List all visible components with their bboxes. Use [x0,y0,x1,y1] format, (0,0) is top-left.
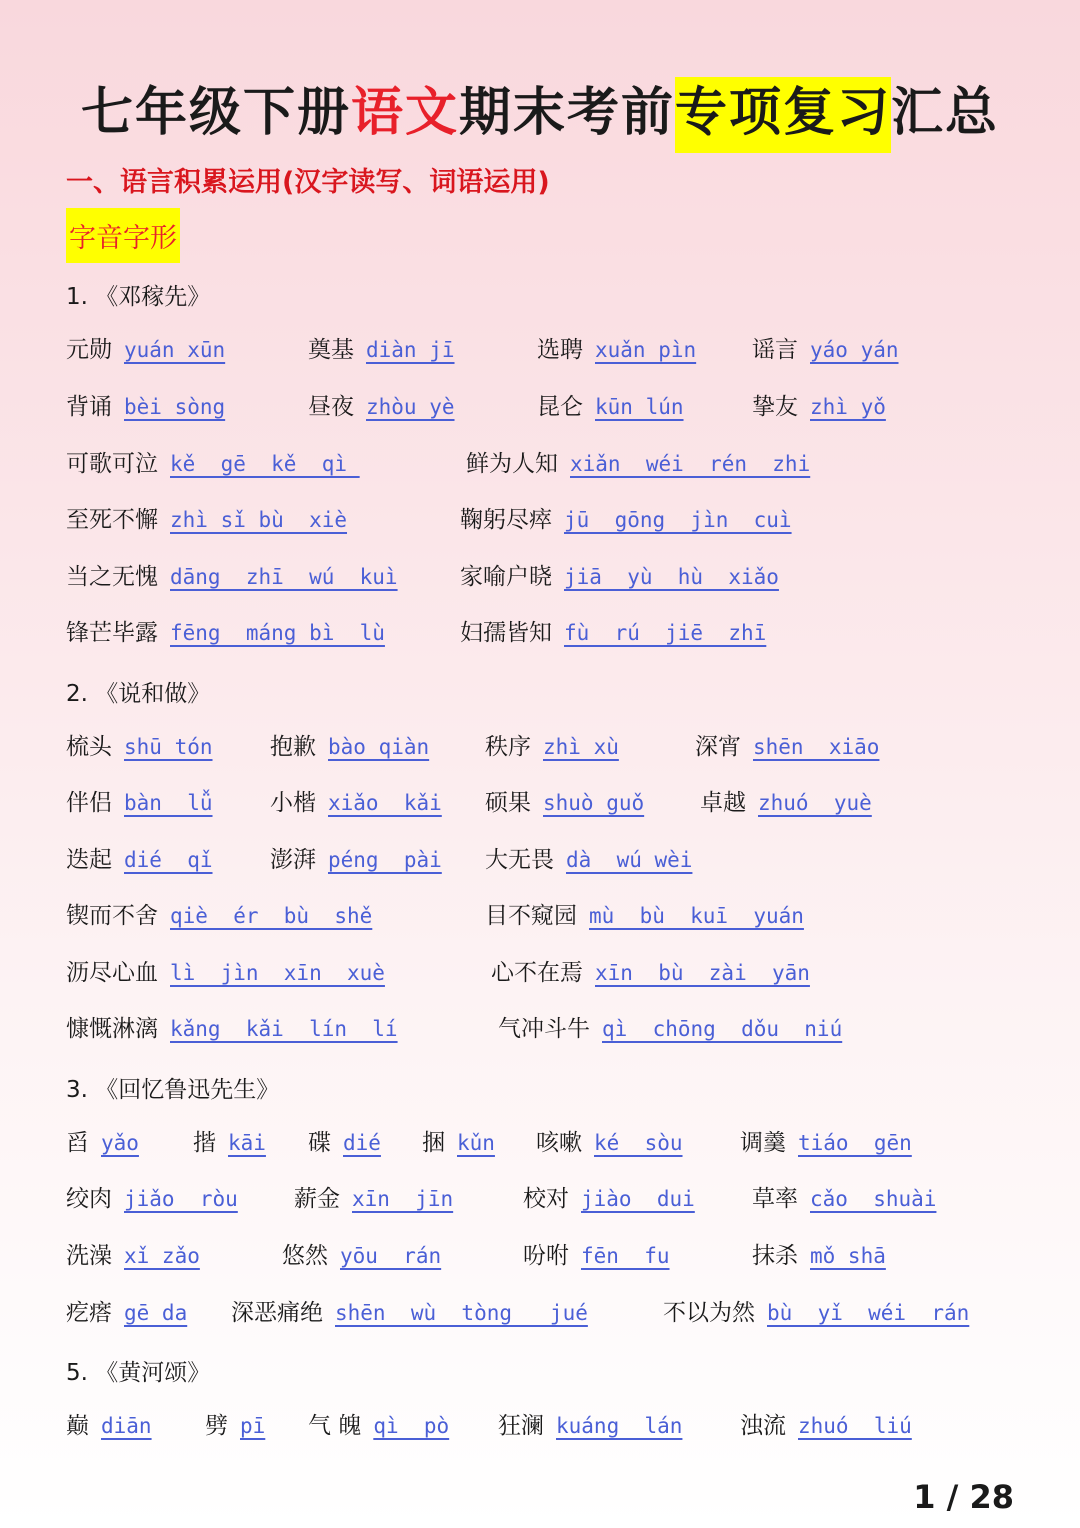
vocab-item [740,1128,912,1158]
vocab-pinyin: zhì xù [543,735,619,759]
vocab-item [193,1128,266,1158]
vocab-item [752,1241,886,1271]
vocab-word: 气冲斗牛 [498,1016,590,1042]
vocab-word: 洗澡 [66,1243,112,1269]
vocab-pinyin: zhì sǐ bù xiè [170,508,348,532]
vocab-pinyin: xīn bù zài yān [595,961,810,985]
vocab-word: 深恶痛绝 [231,1300,323,1326]
vocab-row [0,618,1080,658]
vocab-pinyin: kuáng lán [556,1414,683,1438]
vocab-pinyin: fù rú jiē zhī [564,621,767,645]
vocab-word: 浊流 [740,1413,786,1439]
vocab-row [0,901,1080,941]
vocab-pinyin: pī [240,1414,266,1438]
vocab-item [498,1411,682,1441]
vocab-item [740,1411,912,1441]
vocab-item [695,732,879,762]
vocab-word: 绞肉 [66,1186,112,1212]
vocab-pinyin: qì chōng dǒu niú [602,1017,843,1041]
vocab-pinyin: dié qǐ [124,848,213,872]
vocab-word: 沥尽心血 [66,960,158,986]
vocab-pinyin: zhuó yuè [758,791,872,815]
vocab-item [205,1411,265,1441]
vocab-pinyin: xǐ zǎo [124,1244,200,1268]
vocab-word: 奠基 [308,337,354,363]
vocab-word: 草率 [752,1186,798,1212]
vocab-item [752,1184,936,1214]
vocab-word: 卓越 [700,790,746,816]
vocab-item [66,562,398,592]
vocab-row [0,505,1080,545]
vocab-pinyin: zhòu yè [366,395,455,419]
vocab-item [663,1298,969,1328]
lesson-heading: 5. 《黄河颂》 [66,1360,211,1386]
vocab-pinyin: xīn jīn [352,1187,454,1211]
vocab-pinyin: péng pài [328,848,442,872]
vocab-word: 秩序 [485,734,531,760]
vocab-item [66,392,225,422]
vocab-item [308,392,455,422]
vocab-word: 妇孺皆知 [460,620,552,646]
page-number: 1 / 28 [913,1478,1014,1516]
vocab-pinyin: shū tón [124,735,213,759]
subheading-highlight: 字音字形 [66,208,180,263]
vocab-pinyin: fēn fu [581,1244,670,1268]
vocab-word: 澎湃 [270,847,316,873]
vocab-word: 不以为然 [663,1300,755,1326]
vocab-word: 谣言 [752,337,798,363]
vocab-row [0,732,1080,772]
vocab-pinyin: yuán xūn [124,338,226,362]
vocab-pinyin: qì pò [373,1414,450,1438]
vocab-item [537,335,696,365]
vocab-word: 巅 [66,1413,89,1439]
vocab-item [66,1241,200,1271]
vocab-word: 迭起 [66,847,112,873]
vocab-pinyin: gē da [124,1301,188,1325]
vocab-pinyin: bào qiàn [328,735,430,759]
vocab-pinyin: ké sòu [594,1131,683,1155]
lesson-heading: 2. 《说和做》 [66,681,211,707]
vocab-word: 鲜为人知 [466,451,558,477]
vocab-word: 可歌可泣 [66,451,158,477]
vocab-pinyin: xiǎn wéi rén zhi [570,452,811,476]
vocab-word: 锲而不舍 [66,903,158,929]
vocab-pinyin: diān [101,1414,152,1438]
vocab-row [0,958,1080,998]
vocab-pinyin: dié [343,1131,381,1155]
vocab-pinyin: kǎng kǎi lín lí [170,1017,398,1041]
vocab-item [231,1298,588,1328]
vocab-row [0,1411,1080,1451]
vocab-item [66,618,385,648]
vocab-word: 心不在焉 [491,960,583,986]
vocab-item [66,1128,139,1158]
vocab-pinyin: yǎo [101,1131,139,1155]
vocab-word: 挚友 [752,394,798,420]
vocab-pinyin: cǎo shuài [810,1187,937,1211]
vocab-word: 抱歉 [270,734,316,760]
vocab-item [66,505,347,535]
vocab-item [485,901,804,931]
vocab-item [66,449,360,479]
vocab-word: 元勋 [66,337,112,363]
vocab-item [66,845,213,875]
lesson-heading: 1. 《邓稼先》 [66,284,211,310]
vocab-row [0,788,1080,828]
vocab-row [0,845,1080,885]
vocab-pinyin: kāi [228,1131,266,1155]
vocab-item [523,1184,695,1214]
vocab-item [270,845,442,875]
vocab-item [66,335,225,365]
vocab-pinyin: kūn lún [595,395,684,419]
vocab-item [485,732,619,762]
vocab-word: 伴侣 [66,790,112,816]
vocab-row [0,1128,1080,1168]
vocab-pinyin: yáo yán [810,338,899,362]
vocab-item [270,788,442,818]
vocab-item [485,845,692,875]
vocab-pinyin: shēn xiāo [753,735,880,759]
vocab-item [460,618,766,648]
vocab-item [66,1411,152,1441]
vocab-item [422,1128,495,1158]
vocab-word: 目不窥园 [485,903,577,929]
vocab-pinyin: jiā yù hù xiǎo [564,565,779,589]
vocab-pinyin: bèi sòng [124,395,226,419]
lesson-heading: 3. 《回忆鲁迅先生》 [66,1077,280,1103]
vocab-word: 疙瘩 [66,1300,112,1326]
vocab-pinyin: shēn wù tòng jué [335,1301,588,1325]
vocab-pinyin: diàn jī [366,338,455,362]
vocab-row [0,392,1080,432]
vocab-word: 校对 [523,1186,569,1212]
vocab-pinyin: mù bù kuī yuán [589,904,804,928]
vocab-pinyin: zhì yǒ [810,395,886,419]
vocab-row [0,1014,1080,1054]
vocab-item [270,732,429,762]
vocab-item [66,732,213,762]
vocab-word: 气 魄 [308,1413,362,1439]
vocab-pinyin: bàn lǚ [124,791,213,815]
vocab-item [294,1184,453,1214]
vocab-word: 慷慨淋漓 [66,1016,158,1042]
vocab-word: 捆 [422,1130,445,1156]
vocab-item [700,788,872,818]
vocab-word: 调羹 [740,1130,786,1156]
vocab-pinyin: jiào dui [581,1187,695,1211]
vocab-item [66,1298,187,1328]
vocab-pinyin: jū gōng jìn cuì [564,508,792,532]
vocab-word: 鞠躬尽瘁 [460,507,552,533]
vocab-word: 薪金 [294,1186,340,1212]
vocab-row [0,1241,1080,1281]
vocab-row [0,1298,1080,1338]
vocab-pinyin: kě gē kě qì [170,452,360,476]
vocab-item [282,1241,441,1271]
vocab-word: 抹杀 [752,1243,798,1269]
vocab-item [498,1014,842,1044]
vocab-word: 梳头 [66,734,112,760]
vocab-item [460,505,792,535]
vocab-item [66,788,213,818]
vocab-row [0,1184,1080,1224]
vocab-word: 至死不懈 [66,507,158,533]
vocab-word: 舀 [66,1130,89,1156]
page-title: 七年级下册语文期末考前专项复习汇总 [0,70,1080,145]
vocab-word: 揩 [193,1130,216,1156]
vocab-word: 吩咐 [523,1243,569,1269]
vocab-item [66,1014,398,1044]
vocab-pinyin: tiáo gēn [798,1131,912,1155]
vocab-item [752,392,886,422]
vocab-pinyin: dāng zhī wú kuì [170,565,398,589]
vocab-pinyin: zhuó liú [798,1414,912,1438]
vocab-word: 碟 [308,1130,331,1156]
vocab-item [308,1128,381,1158]
vocab-word: 硕果 [485,790,531,816]
vocab-item [466,449,810,479]
vocab-row [0,335,1080,375]
vocab-pinyin: yōu rán [340,1244,442,1268]
vocab-pinyin: dà wú wèi [566,848,693,872]
vocab-word: 悠然 [282,1243,328,1269]
vocab-item [460,562,779,592]
section-title: 一、语言积累运用(汉字读写、词语运用) [66,167,550,198]
vocab-pinyin: bù yǐ wéi rán [767,1301,970,1325]
vocab-item [308,335,455,365]
vocab-pinyin: fēng máng bì lù [170,621,385,645]
vocab-word: 咳嗽 [536,1130,582,1156]
vocab-word: 深宵 [695,734,741,760]
vocab-item [491,958,810,988]
vocab-word: 当之无愧 [66,564,158,590]
vocab-pinyin: lì jìn xīn xuè [170,961,385,985]
vocab-item [536,1128,683,1158]
vocab-item [66,901,372,931]
vocab-word: 昼夜 [308,394,354,420]
vocab-word: 小楷 [270,790,316,816]
vocab-item [523,1241,670,1271]
vocab-word: 狂澜 [498,1413,544,1439]
vocab-item [537,392,684,422]
vocab-row [0,562,1080,602]
vocab-word: 选聘 [537,337,583,363]
vocab-word: 家喻户晓 [460,564,552,590]
vocab-item [66,1184,238,1214]
vocab-row [0,449,1080,489]
vocab-word: 锋芒毕露 [66,620,158,646]
vocab-pinyin: mǒ shā [810,1244,886,1268]
vocab-item [485,788,644,818]
vocab-pinyin: shuò guǒ [543,791,645,815]
vocab-word: 大无畏 [485,847,554,873]
vocab-word: 背诵 [66,394,112,420]
vocab-pinyin: xuǎn pìn [595,338,697,362]
vocab-item [752,335,899,365]
vocab-pinyin: kǔn [457,1131,495,1155]
vocab-item [308,1411,449,1441]
vocab-word: 劈 [205,1413,228,1439]
vocab-word: 昆仑 [537,394,583,420]
vocab-pinyin: xiǎo kǎi [328,791,442,815]
vocab-item [66,958,385,988]
vocab-pinyin: qiè ér bù shě [170,904,373,928]
vocab-pinyin: jiǎo ròu [124,1187,238,1211]
